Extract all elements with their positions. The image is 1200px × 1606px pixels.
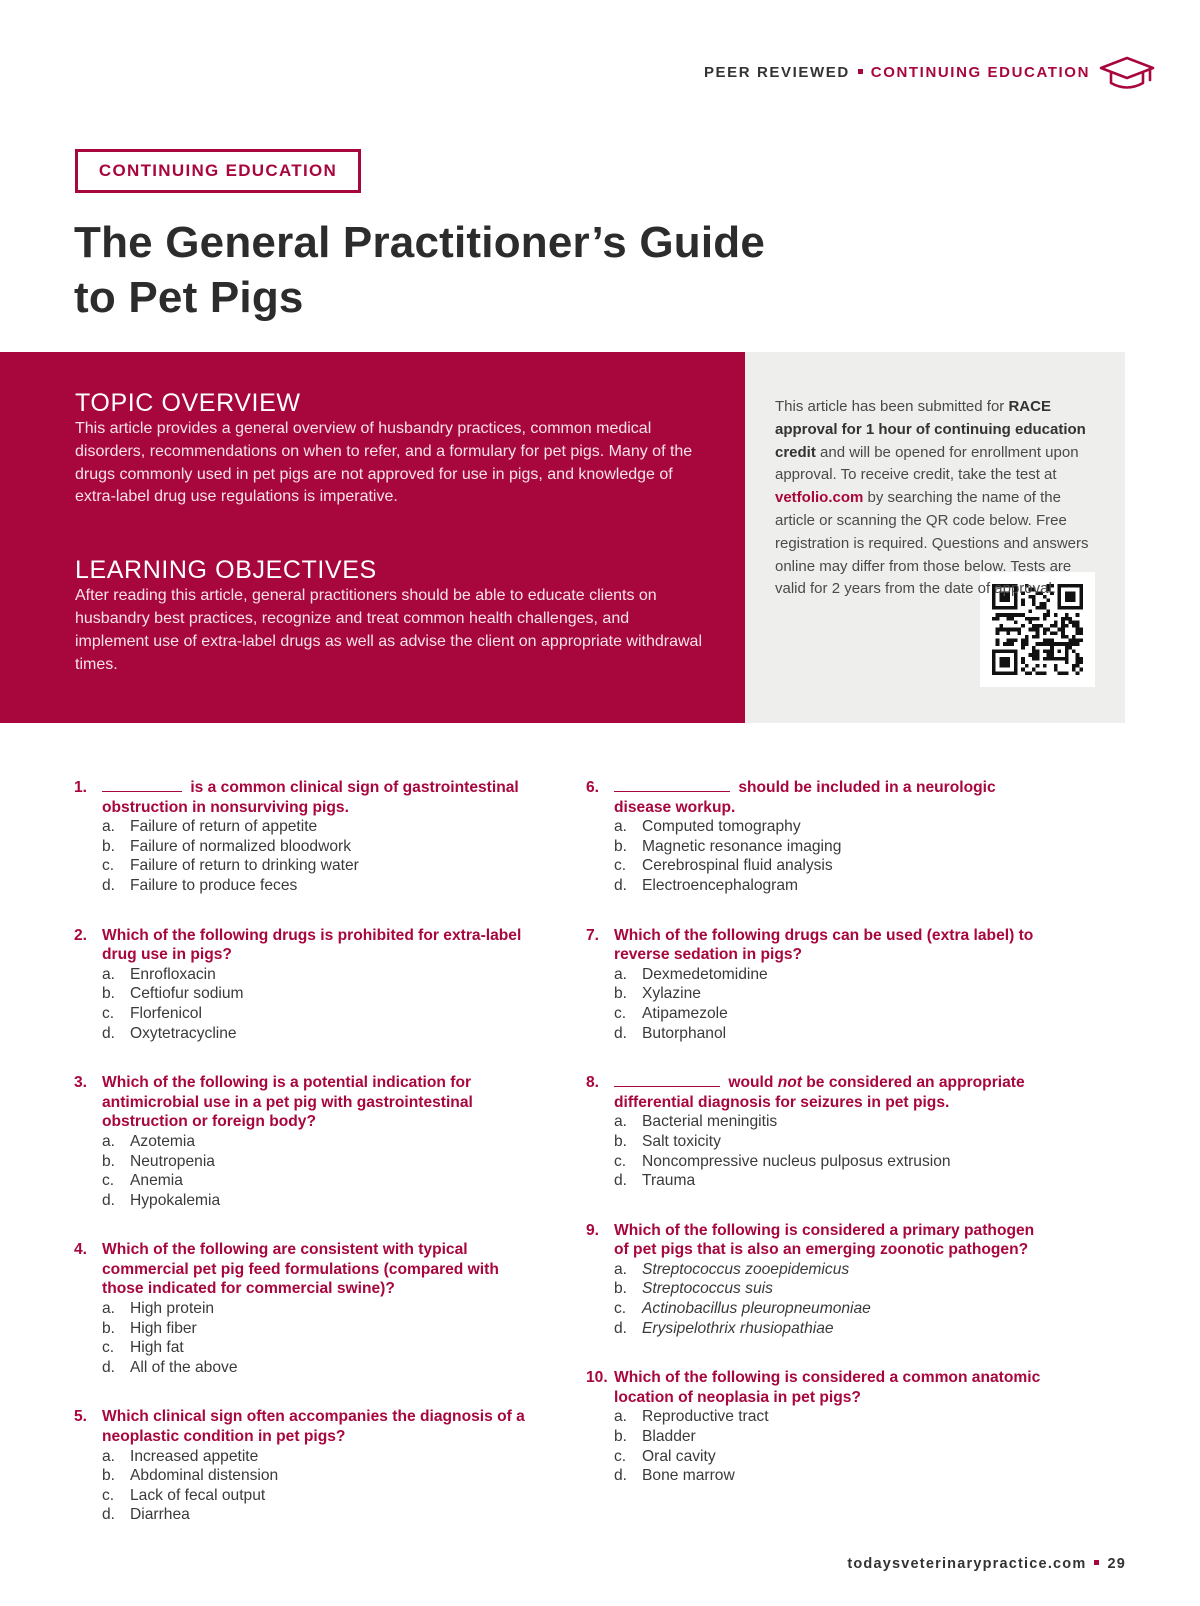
question-text: is a common clinical sign of gastrointestinal obstruction in nonsurviving pigs. bbox=[102, 779, 519, 816]
question-number: 10. bbox=[586, 1369, 608, 1387]
answer-option[interactable] bbox=[102, 1299, 534, 1319]
continuing-education-badge: CONTINUING EDUCATION bbox=[75, 149, 361, 193]
running-head bbox=[704, 64, 1090, 81]
answer-option[interactable] bbox=[614, 1260, 1046, 1280]
option-letter: c. bbox=[102, 1172, 115, 1190]
learning-objectives-text: After reading this article, general practitioners should be able to educate clients on husbandry best practices, recognize and treat common health challenges, and implement use of extra-label drugs as well as advise the client on appropriate withdrawal times. bbox=[75, 587, 702, 673]
option-letter: a. bbox=[614, 1113, 628, 1131]
option-text: Xylazine bbox=[642, 985, 701, 1003]
answer-option[interactable] bbox=[614, 1466, 1046, 1486]
option-letter: c. bbox=[614, 1152, 627, 1170]
option-letter: c. bbox=[102, 1339, 115, 1357]
answer-option[interactable] bbox=[102, 1024, 534, 1044]
quiz-question-4 bbox=[74, 1240, 534, 1377]
option-letter: c. bbox=[102, 1486, 115, 1504]
option-letter: d. bbox=[614, 876, 628, 894]
answer-option[interactable] bbox=[102, 1338, 534, 1358]
question-stem bbox=[74, 1407, 534, 1446]
section-label: CONTINUING EDUCATION bbox=[870, 64, 1090, 81]
option-text: Neutropenia bbox=[130, 1152, 215, 1170]
answer-option[interactable] bbox=[614, 1447, 1046, 1467]
question-number: 5. bbox=[74, 1408, 88, 1426]
option-text: Abdominal distension bbox=[130, 1467, 279, 1485]
option-text: Hypokalemia bbox=[130, 1191, 221, 1209]
option-text: Anemia bbox=[130, 1172, 183, 1190]
answer-options bbox=[74, 817, 534, 895]
question-text: Which of the following is considered a common anatomic location of neoplasia in pet pigs? bbox=[614, 1369, 1041, 1406]
question-stem bbox=[586, 926, 1046, 965]
answer-options bbox=[586, 1407, 1046, 1485]
fill-in-blank bbox=[614, 1074, 720, 1087]
race-credit-sidebar bbox=[745, 352, 1125, 723]
option-text: Atipamezole bbox=[642, 1004, 728, 1022]
sidebar-text-2: and will be opened for enrollment upon approval. To receive credit, take the test at bbox=[775, 443, 1079, 484]
answer-option[interactable] bbox=[614, 965, 1046, 985]
option-letter: b. bbox=[614, 837, 628, 855]
option-text: Butorphanol bbox=[642, 1024, 727, 1042]
question-stem bbox=[74, 778, 534, 817]
option-letter: b. bbox=[102, 1152, 116, 1170]
option-letter: b. bbox=[102, 985, 116, 1003]
question-text: Which of the following are consistent with typical commercial pet pig feed formulations (compared with those indicated for commercial swine)? bbox=[102, 1241, 499, 1298]
option-text: Noncompressive nucleus pulposus extrusion bbox=[642, 1152, 951, 1170]
answer-option[interactable] bbox=[102, 984, 534, 1004]
option-text: Failure of normalized bloodwork bbox=[130, 837, 352, 855]
question-stem bbox=[586, 1368, 1046, 1407]
quiz-question-7 bbox=[586, 926, 1046, 1044]
question-number: 2. bbox=[74, 926, 88, 944]
answer-option[interactable] bbox=[614, 1024, 1046, 1044]
option-letter: b. bbox=[614, 985, 628, 1003]
option-text: Increased appetite bbox=[130, 1447, 259, 1465]
answer-options bbox=[586, 817, 1046, 895]
option-letter: a. bbox=[614, 965, 628, 983]
answer-option[interactable] bbox=[102, 965, 534, 985]
question-text: be considered an appropriate differential diagnosis for seizures in pet pigs. bbox=[614, 1074, 1025, 1111]
graduation-cap-icon bbox=[1098, 54, 1156, 92]
option-text: Bone marrow bbox=[642, 1467, 735, 1485]
overview-panel bbox=[0, 352, 745, 723]
option-letter: a. bbox=[614, 818, 628, 836]
race-credit-text bbox=[775, 396, 1090, 601]
option-letter: b. bbox=[102, 837, 116, 855]
sidebar-text-1: This article has been submitted for bbox=[775, 398, 1009, 415]
answer-options bbox=[586, 1260, 1046, 1338]
answer-option[interactable] bbox=[614, 984, 1046, 1004]
title-line-1: The General Practitioner’s Guide bbox=[74, 218, 766, 267]
option-letter: a. bbox=[102, 1300, 116, 1318]
option-text: Magnetic resonance imaging bbox=[642, 837, 842, 855]
option-letter: d. bbox=[614, 1319, 628, 1337]
answer-option[interactable] bbox=[102, 1004, 534, 1024]
question-stem bbox=[586, 1221, 1046, 1260]
fill-in-blank bbox=[102, 779, 182, 792]
question-number: 3. bbox=[74, 1074, 88, 1092]
race-approval-text: RACE approval for 1 hour of continuing education credit bbox=[775, 398, 1086, 461]
question-emphasis: not bbox=[777, 1074, 802, 1092]
option-letter: a. bbox=[102, 1447, 116, 1465]
answer-option[interactable] bbox=[102, 1319, 534, 1339]
topic-overview-heading: TOPIC OVERVIEW bbox=[75, 389, 301, 417]
answer-options bbox=[586, 965, 1046, 1043]
option-text: Reproductive tract bbox=[642, 1408, 769, 1426]
option-letter: d. bbox=[102, 1358, 116, 1376]
option-letter: c. bbox=[614, 1300, 627, 1318]
option-letter: d. bbox=[102, 876, 116, 894]
option-text: Streptococcus zooepidemicus bbox=[642, 1260, 850, 1278]
option-letter: a. bbox=[614, 1260, 628, 1278]
vetfolio-link[interactable]: vetfolio.com bbox=[775, 489, 864, 507]
fill-in-blank bbox=[614, 779, 730, 792]
option-letter: d. bbox=[102, 1191, 116, 1209]
option-text: Enrofloxacin bbox=[130, 965, 216, 983]
question-text: Which of the following drugs can be used (extra label) to reverse sedation in pigs? bbox=[614, 926, 1034, 964]
option-text: Trauma bbox=[642, 1172, 696, 1190]
option-letter: c. bbox=[102, 1004, 115, 1022]
question-text: would bbox=[724, 1074, 778, 1092]
question-number: 6. bbox=[586, 779, 600, 796]
answer-option[interactable] bbox=[102, 837, 534, 857]
option-letter: b. bbox=[102, 1319, 116, 1337]
answer-option[interactable] bbox=[614, 1279, 1046, 1299]
option-text: Erysipelothrix rhusiopathiae bbox=[642, 1319, 834, 1337]
answer-option[interactable] bbox=[614, 1152, 1046, 1172]
quiz-column-right bbox=[586, 778, 1046, 1516]
option-letter: a. bbox=[614, 1408, 628, 1426]
option-letter: b. bbox=[614, 1280, 628, 1298]
answer-options bbox=[74, 1447, 534, 1525]
question-text: Which of the following drugs is prohibited for extra-label drug use in pigs? bbox=[102, 926, 522, 964]
question-number: 7. bbox=[586, 926, 600, 944]
answer-option[interactable] bbox=[102, 856, 534, 876]
option-text: Electroencephalogram bbox=[642, 876, 799, 894]
question-number: 8. bbox=[586, 1074, 600, 1092]
answer-option[interactable] bbox=[102, 876, 534, 896]
option-text: High fat bbox=[130, 1339, 184, 1357]
option-text: Lack of fecal output bbox=[130, 1486, 266, 1504]
answer-option[interactable] bbox=[614, 856, 1046, 876]
answer-options bbox=[586, 1112, 1046, 1190]
question-text: Which clinical sign often accompanies the diagnosis of a neoplastic condition in pet pigs? bbox=[102, 1408, 525, 1446]
question-stem bbox=[74, 926, 534, 965]
answer-option[interactable] bbox=[102, 1152, 534, 1172]
answer-options bbox=[74, 1132, 534, 1210]
topic-overview-text: This article provides a general overview of husbandry practices, common medical disorders, recommendations on when to refer, and a formulary for pet pigs. Many of the drugs commonly used in pet pigs are not approved for use in pigs, and knowledge of extra-label drug use regulations is imperative. bbox=[75, 420, 693, 506]
option-letter: a. bbox=[102, 818, 116, 836]
peer-reviewed-label: PEER REVIEWED bbox=[703, 64, 850, 81]
answer-option[interactable] bbox=[614, 817, 1046, 837]
option-text: Oral cavity bbox=[642, 1447, 716, 1465]
option-letter: d. bbox=[614, 1172, 628, 1190]
separator-dot bbox=[858, 69, 863, 74]
option-letter: d. bbox=[102, 1024, 116, 1042]
answer-option[interactable] bbox=[614, 1427, 1046, 1447]
question-number: 4. bbox=[74, 1241, 88, 1259]
option-text: High protein bbox=[130, 1300, 215, 1318]
answer-option[interactable] bbox=[614, 1407, 1046, 1427]
quiz-question-9 bbox=[586, 1221, 1046, 1339]
answer-option[interactable] bbox=[102, 1505, 534, 1525]
answer-option[interactable] bbox=[102, 1358, 534, 1378]
separator-dot bbox=[1094, 1560, 1099, 1565]
quiz-question-5 bbox=[74, 1407, 534, 1525]
option-text: Dexmedetomidine bbox=[642, 965, 768, 983]
question-number: 9. bbox=[586, 1221, 600, 1239]
option-letter: d. bbox=[614, 1467, 628, 1485]
learning-objectives-heading: LEARNING OBJECTIVES bbox=[75, 556, 377, 585]
answer-option[interactable] bbox=[102, 1466, 534, 1486]
option-text: All of the above bbox=[130, 1358, 238, 1376]
option-text: Computed tomography bbox=[642, 818, 801, 836]
page-footer bbox=[847, 1556, 1126, 1572]
question-text: should be included in a neurologic disease workup. bbox=[614, 779, 996, 816]
answer-option[interactable] bbox=[614, 1319, 1046, 1339]
answer-option[interactable] bbox=[102, 1191, 534, 1211]
question-stem bbox=[74, 1240, 534, 1299]
option-letter: c. bbox=[614, 1004, 627, 1022]
answer-option[interactable] bbox=[614, 1299, 1046, 1319]
quiz-question-3 bbox=[74, 1073, 534, 1210]
question-text: Which of the following is a potential indication for antimicrobial use in a pet pig with gastrointestinal obstruction or foreign body? bbox=[102, 1074, 473, 1131]
answer-option[interactable] bbox=[102, 1447, 534, 1467]
question-stem bbox=[586, 778, 1046, 817]
quiz-question-2 bbox=[74, 926, 534, 1044]
option-text: High fiber bbox=[130, 1319, 197, 1337]
answer-option[interactable] bbox=[102, 817, 534, 837]
option-text: Oxytetracycline bbox=[130, 1024, 237, 1042]
option-letter: c. bbox=[102, 857, 115, 875]
answer-options bbox=[74, 965, 534, 1043]
quiz-question-8 bbox=[586, 1073, 1046, 1191]
option-letter: d. bbox=[614, 1024, 628, 1042]
answer-option[interactable] bbox=[614, 1112, 1046, 1132]
answer-option[interactable] bbox=[614, 837, 1046, 857]
option-letter: b. bbox=[102, 1467, 116, 1485]
option-text: Bladder bbox=[642, 1428, 696, 1446]
question-stem bbox=[586, 1073, 1046, 1112]
sidebar-text-3: by searching the name of the article or scanning the QR code below. Free registration is required. Questions and answers online may differ from those below. Tests are valid for 2 years from the date of approval. bbox=[775, 489, 1089, 598]
answer-option[interactable] bbox=[614, 1132, 1046, 1152]
option-text: Diarrhea bbox=[130, 1506, 190, 1524]
answer-option[interactable] bbox=[614, 876, 1046, 896]
answer-option[interactable] bbox=[102, 1486, 534, 1506]
option-letter: b. bbox=[614, 1428, 628, 1446]
option-letter: a. bbox=[102, 965, 116, 983]
option-text: Florfenicol bbox=[130, 1004, 202, 1022]
page-number: 29 bbox=[1107, 1556, 1126, 1572]
answer-options bbox=[74, 1299, 534, 1377]
answer-option[interactable] bbox=[102, 1132, 534, 1152]
option-text: Salt toxicity bbox=[642, 1132, 721, 1150]
option-text: Failure of return to drinking water bbox=[130, 857, 359, 875]
quiz-column-left bbox=[74, 778, 534, 1555]
option-letter: d. bbox=[102, 1506, 116, 1524]
answer-option[interactable] bbox=[614, 1171, 1046, 1191]
option-letter: a. bbox=[102, 1132, 116, 1150]
option-text: Bacterial meningitis bbox=[642, 1113, 778, 1131]
option-text: Azotemia bbox=[130, 1132, 196, 1150]
option-letter: b. bbox=[614, 1132, 628, 1150]
page-title bbox=[74, 215, 874, 325]
quiz-question-10 bbox=[586, 1368, 1046, 1486]
question-text: Which of the following is considered a primary pathogen of pet pigs that is also an emerging zoonotic pathogen? bbox=[614, 1221, 1035, 1259]
option-text: Failure to produce feces bbox=[130, 876, 298, 894]
question-stem bbox=[74, 1073, 534, 1132]
option-text: Streptococcus suis bbox=[642, 1280, 773, 1298]
option-text: Actinobacillus pleuropneumoniae bbox=[642, 1300, 871, 1318]
option-text: Cerebrospinal fluid analysis bbox=[642, 857, 833, 875]
option-letter: c. bbox=[614, 1447, 627, 1465]
question-number: 1. bbox=[74, 779, 88, 796]
quiz-question-6 bbox=[586, 778, 1046, 896]
option-text: Ceftiofur sodium bbox=[130, 985, 244, 1003]
answer-option[interactable] bbox=[614, 1004, 1046, 1024]
quiz-question-1 bbox=[74, 778, 534, 896]
option-letter: c. bbox=[614, 857, 627, 875]
title-line-2: to Pet Pigs bbox=[74, 273, 304, 322]
option-text: Failure of return of appetite bbox=[130, 818, 318, 836]
website-url: todaysveterinarypractice.com bbox=[847, 1556, 1087, 1572]
answer-option[interactable] bbox=[102, 1171, 534, 1191]
